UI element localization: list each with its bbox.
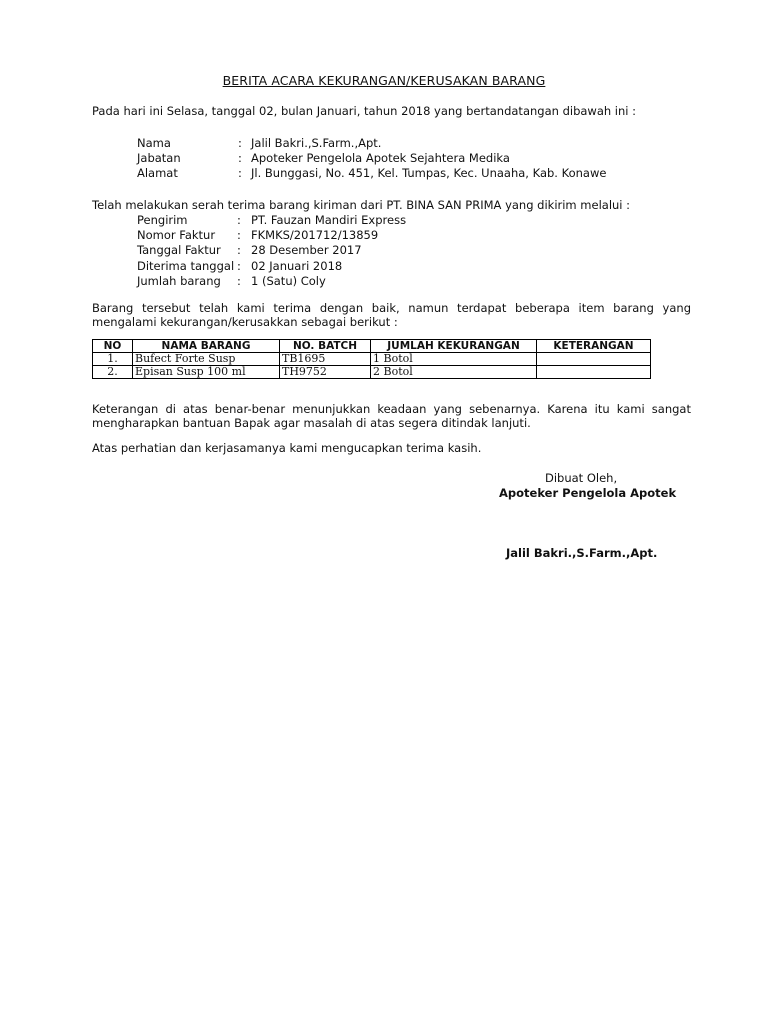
- table-row: [93, 353, 651, 366]
- header-no: NO: [93, 340, 133, 353]
- field-label: Pengirim: [137, 213, 188, 227]
- cell-jumlah: 1 Botol: [371, 353, 537, 366]
- field-colon: :: [237, 243, 241, 257]
- cell-keterangan: [537, 366, 651, 379]
- field-label: Nama: [137, 136, 171, 150]
- field-colon: :: [237, 228, 241, 242]
- field-value: FKMKS/201712/13859: [251, 228, 379, 242]
- field-value: 02 Januari 2018: [251, 259, 343, 273]
- field-value: 1 (Satu) Coly: [251, 274, 326, 288]
- field-colon: :: [238, 166, 242, 180]
- field-colon: :: [237, 213, 241, 227]
- field-label: Nomor Faktur: [137, 228, 216, 242]
- field-label: Jumlah barang: [137, 274, 221, 288]
- cell-nama-barang: Bufect Forte Susp: [133, 353, 280, 366]
- header-keterangan: KETERANGAN: [537, 340, 651, 353]
- cell-no-batch: TH9752: [280, 366, 371, 379]
- statement-paragraph: Barang tersebut telah kami terima dengan baik, namun terdapat beberapa item barang yang mengalami kekurangan/kerusakkan sebagai berikut :: [92, 301, 691, 329]
- field-label: Jabatan: [137, 151, 181, 165]
- field-colon: :: [238, 136, 242, 150]
- field-label: Diterima tanggal: [137, 259, 235, 273]
- cell-no-batch: TB1695: [280, 353, 371, 366]
- cell-keterangan: [537, 353, 651, 366]
- header-nama-barang: NAMA BARANG: [133, 340, 280, 353]
- receipt-intro: Telah melakukan serah terima barang kiriman dari PT. BINA SAN PRIMA yang dikirim melalui :: [92, 198, 631, 212]
- field-colon: :: [238, 151, 242, 165]
- field-label: Tanggal Faktur: [137, 243, 221, 257]
- made-by-label: Dibuat Oleh,: [545, 471, 618, 485]
- thanks-paragraph: Atas perhatian dan kerjasamanya kami mengucapkan terima kasih.: [92, 441, 482, 455]
- opening-paragraph: Pada hari ini Selasa, tanggal 02, bulan Januari, tahun 2018 yang bertandatangan dibawah ini :: [92, 104, 637, 118]
- table-row: [93, 366, 651, 379]
- field-value: 28 Desember 2017: [251, 243, 362, 257]
- signer-name: Jalil Bakri.,S.Farm.,Apt.: [506, 546, 658, 560]
- field-value: Jalil Bakri.,S.Farm.,Apt.: [251, 136, 382, 150]
- field-value: PT. Fauzan Mandiri Express: [251, 213, 407, 227]
- field-colon: :: [237, 274, 241, 288]
- document-title: BERITA ACARA KEKURANGAN/KERUSAKAN BARANG: [222, 73, 546, 88]
- items-table: [92, 339, 651, 379]
- header-jumlah-kekurangan: JUMLAH KEKURANGAN: [371, 340, 537, 353]
- table-header-row: [93, 340, 651, 353]
- cell-nama-barang: Episan Susp 100 ml: [133, 366, 280, 379]
- field-label: Alamat: [137, 166, 178, 180]
- cell-no: 1.: [93, 353, 133, 366]
- field-value: Apoteker Pengelola Apotek Sejahtera Medika: [251, 151, 510, 165]
- header-no-batch: NO. BATCH: [280, 340, 371, 353]
- signer-position: Apoteker Pengelola Apotek: [499, 486, 677, 500]
- field-colon: :: [237, 259, 241, 273]
- cell-jumlah: 2 Botol: [371, 366, 537, 379]
- closing-note-paragraph: Keterangan di atas benar-benar menunjukkan keadaan yang sebenarnya. Karena itu kami sangat mengharapkan bantuan Bapak agar masalah di atas segera ditindak lanjuti.: [92, 402, 691, 430]
- cell-no: 2.: [93, 366, 133, 379]
- field-value: Jl. Bunggasi, No. 451, Kel. Tumpas, Kec. Unaaha, Kab. Konawe: [251, 166, 607, 180]
